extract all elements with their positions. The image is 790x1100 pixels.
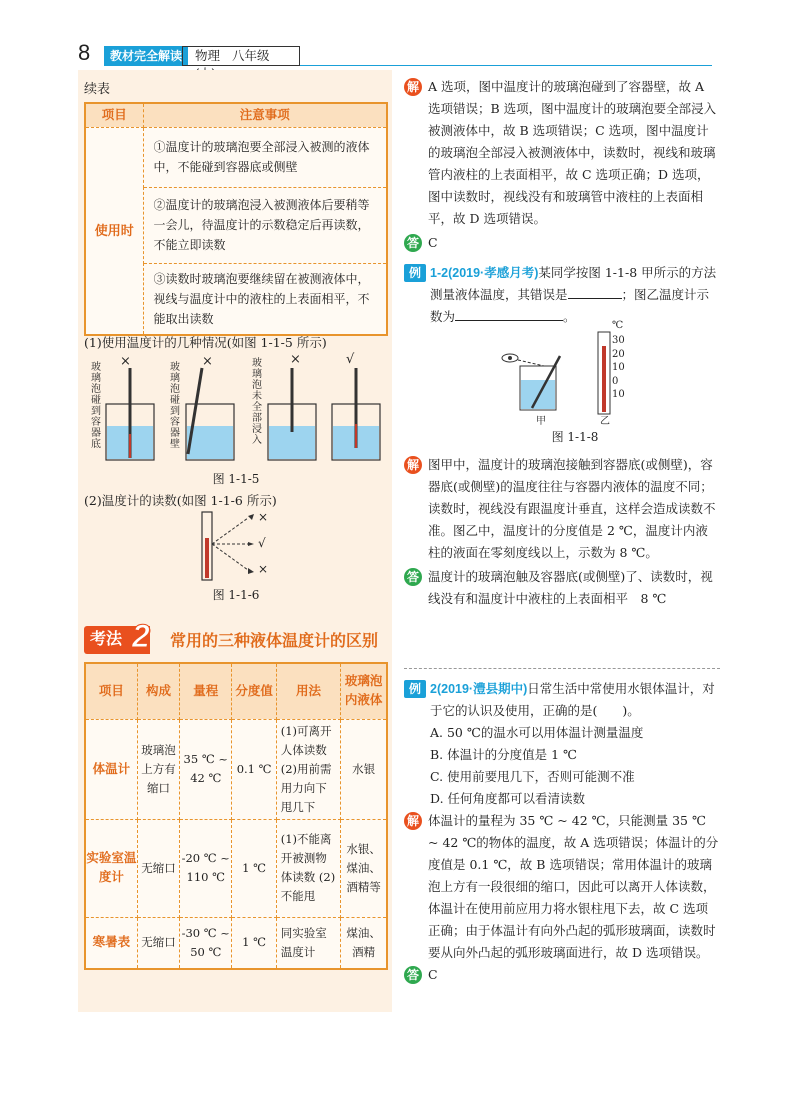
- beaker-2: [186, 368, 234, 460]
- fig8-scale: [612, 334, 632, 402]
- fig5-label-3: 玻璃泡未全部浸入: [252, 358, 262, 446]
- subject-label: 物理: [195, 49, 221, 63]
- example-text-b: ；图乙温度计示数为: [430, 287, 710, 324]
- answer-2: 温度计的玻璃泡触及容器底(或侧壁)了、读数时，视线没有和温度计中液柱的上表面相平 8 ℃: [428, 569, 713, 606]
- cell-structure: 无缩口: [137, 917, 179, 969]
- solution-3: 体温计的量程为 35 ℃ ~ 42 ℃，只能测量 35 ℃ ~ 42 ℃的物体的温度，故 A 选项错误；体温计的分度值是 0.1 ℃，故 B 选项错误；常用体温计的玻璃泡上方有一段很细的缩口，因此可以离开人体读数，体温计在使用前应用力将水银柱甩下去，故 C 选项正确；由于体温计有向外凸起的弧形玻璃面，读数时要从向外凸起的弧形玻璃面进行，故 D 选项错误。: [428, 813, 719, 960]
- cell-structure: 玻璃泡上方有缩口: [137, 719, 179, 819]
- fig5-mark-1: ×: [120, 354, 131, 369]
- answer-icon: 答: [404, 966, 422, 984]
- fig5-mark-2: ×: [202, 354, 213, 369]
- row-weather-thermometer: 寒暑表: [85, 917, 137, 969]
- cell-usage: (1)不能离开被测物体读数 (2)不能甩: [276, 819, 340, 917]
- reading-title: (2)温度计的读数(如图 1-1-6 所示): [84, 493, 277, 508]
- cell-range: -30 ℃ ~ 50 ℃: [180, 917, 232, 969]
- fig5-caption: 图 1-1-5: [212, 472, 260, 486]
- example-stem: 日常生活中常使用水银体温计，对于它的认识及使用，正确的是( )。: [430, 681, 715, 718]
- fig6-mark-3: ×: [258, 562, 269, 576]
- solution-icon: 解: [404, 78, 422, 96]
- answer-icon: 答: [404, 568, 422, 586]
- option-d: D. 任何角度都可以看清读数: [430, 791, 586, 806]
- answer-1: C: [428, 235, 438, 250]
- example-source: (2019·孝感月考): [448, 266, 539, 280]
- scale-0: 0: [612, 375, 619, 387]
- method-number: 2: [132, 618, 150, 654]
- example-icon: 例: [404, 264, 426, 282]
- col-header-item: 项目: [85, 103, 143, 127]
- solution-icon: 解: [404, 456, 422, 474]
- beaker-3: [268, 368, 316, 460]
- row-lab-thermometer: 实验室温度计: [85, 819, 137, 917]
- fig8-label-yi: 乙: [600, 416, 610, 427]
- example-2: [430, 678, 720, 722]
- beaker-1: [106, 368, 154, 460]
- fig6-mark-1: ×: [258, 510, 269, 524]
- beaker-4: [332, 368, 380, 460]
- fig8-unit: ℃: [612, 320, 624, 331]
- example-1-2: [430, 262, 720, 328]
- answer-3: C: [428, 967, 438, 982]
- grade-label: 八年级: [232, 49, 270, 63]
- cell-liquid: 水银、煤油、酒精等: [341, 819, 387, 917]
- blank-reading[interactable]: [455, 307, 563, 321]
- note-1: ①温度计的玻璃泡要全部浸入被测的液体中，不能碰到容器底或侧壁: [143, 127, 387, 187]
- row-fever-thermometer: 体温计: [85, 719, 137, 819]
- figure-1-1-5: [84, 354, 388, 464]
- precautions-table: [84, 102, 388, 336]
- series-badge: 教材完全解读: [104, 46, 188, 66]
- fig8-caption: 图 1-1-8: [551, 430, 599, 444]
- table-row: [85, 819, 387, 917]
- row-header-usage: 使用时: [85, 127, 143, 335]
- thermometer-comparison-table: [84, 662, 388, 970]
- col-header-notes: 注意事项: [143, 103, 387, 127]
- scale-20: 20: [612, 348, 625, 360]
- t2-col-usage: 用法: [276, 663, 340, 719]
- solution-icon: 解: [404, 812, 422, 830]
- cell-division: 1 ℃: [232, 917, 276, 969]
- example-number: 1-2: [430, 266, 449, 280]
- fig6-caption: 图 1-1-6: [212, 588, 260, 602]
- method-title: 常用的三种液体温度计的区别: [170, 633, 379, 650]
- divider: [404, 668, 720, 669]
- option-c: C. 使用前要甩几下，否则可能测不准: [430, 769, 635, 784]
- t2-col-item: 项目: [85, 663, 137, 719]
- t2-col-liquid: 玻璃泡内液体: [341, 663, 387, 719]
- scale-30: 30: [612, 335, 625, 346]
- options-list: [430, 722, 720, 810]
- note-2: ②温度计的玻璃泡浸入被测液体后要稍等一会儿，待温度计的示数稳定后再读数，不能立即读数: [143, 187, 387, 263]
- note-3: ③读数时玻璃泡要继续留在被测液体中，视线与温度计中的液柱的上表面相平，不能取出读数: [143, 263, 387, 335]
- figure-jia: [502, 354, 560, 410]
- t2-col-structure: 构成: [137, 663, 179, 719]
- header-rule: [300, 65, 712, 66]
- solution-1: A 选项，图中温度计的玻璃泡碰到了容器壁，故 A 选项错误；B 选项，图中温度计的玻璃泡要全部浸入被测液体中，故 B 选项错误；C 选项，图中温度计的玻璃泡全部浸入被测液体中，读数时，视线和玻璃管内液柱的上表面相平，故 C 选项正确；D 选项，图中读数时，视线没有和玻璃管中液柱的上表面相平，故 D 选项错误。: [428, 79, 717, 226]
- answer-icon: 答: [404, 234, 422, 252]
- scale-10: 10: [612, 362, 625, 373]
- cell-division: 0.1 ℃: [232, 719, 276, 819]
- example-icon: 例: [404, 680, 426, 698]
- page-number: 8: [78, 40, 91, 65]
- cell-range: -20 ℃ ~ 110 ℃: [180, 819, 232, 917]
- scale-minus-10: 10: [612, 389, 625, 400]
- figure-yi: [598, 332, 610, 414]
- example-text-c: 。: [563, 309, 576, 324]
- fig5-label-1: 玻璃泡碰到容器底: [91, 362, 101, 450]
- fig5-mark-3: ×: [290, 352, 301, 367]
- fig6-mark-2: √: [258, 536, 266, 550]
- table-row: [85, 917, 387, 969]
- t2-col-division: 分度值: [232, 663, 276, 719]
- cell-usage: 同实验室温度计: [276, 917, 340, 969]
- method-tag: 考法: [84, 626, 150, 654]
- continued-label: 续表: [84, 82, 111, 97]
- example-source: (2019·澧县期中): [436, 682, 528, 696]
- usage-title: (1)使用温度计的几种情况(如图 1-1-5 所示): [84, 335, 327, 350]
- fig5-label-2: 玻璃泡碰到容器壁: [170, 362, 180, 450]
- blank-error[interactable]: [568, 285, 622, 299]
- example-text-a: 某同学按图 1-1-8 甲所示的方法测量液体温度，其错误是: [430, 265, 717, 302]
- t2-col-range: 量程: [180, 663, 232, 719]
- subject-grade-box: [182, 46, 300, 66]
- fig8-label-jia: 甲: [536, 416, 546, 427]
- table-row: [85, 719, 387, 819]
- fig5-mark-4: √: [346, 352, 355, 367]
- cell-liquid: 煤油、酒精: [341, 917, 387, 969]
- cell-usage: (1)可离开人体读数 (2)用前需用力向下甩几下: [276, 719, 340, 819]
- cell-range: 35 ℃ ~ 42 ℃: [180, 719, 232, 819]
- cell-division: 1 ℃: [232, 819, 276, 917]
- cell-structure: 无缩口: [137, 819, 179, 917]
- cell-liquid: 水银: [341, 719, 387, 819]
- solution-2: 图甲中，温度计的玻璃泡接触到容器底(或侧壁)，容器底(或侧壁)的温度往往与容器内液体的温度不同；读数时，视线没有跟温度计垂直，这样会造成读数不准。图乙中，温度计的分度值是 2 ℃，温度计内液柱的液面在零刻度线以上，示数为 8 ℃。: [428, 457, 716, 560]
- example-number: 2: [430, 682, 437, 696]
- option-b: B. 体温计的分度值是 1 ℃: [430, 747, 578, 762]
- option-a: A. 50 ℃的温水可以用体温计测量温度: [430, 725, 644, 740]
